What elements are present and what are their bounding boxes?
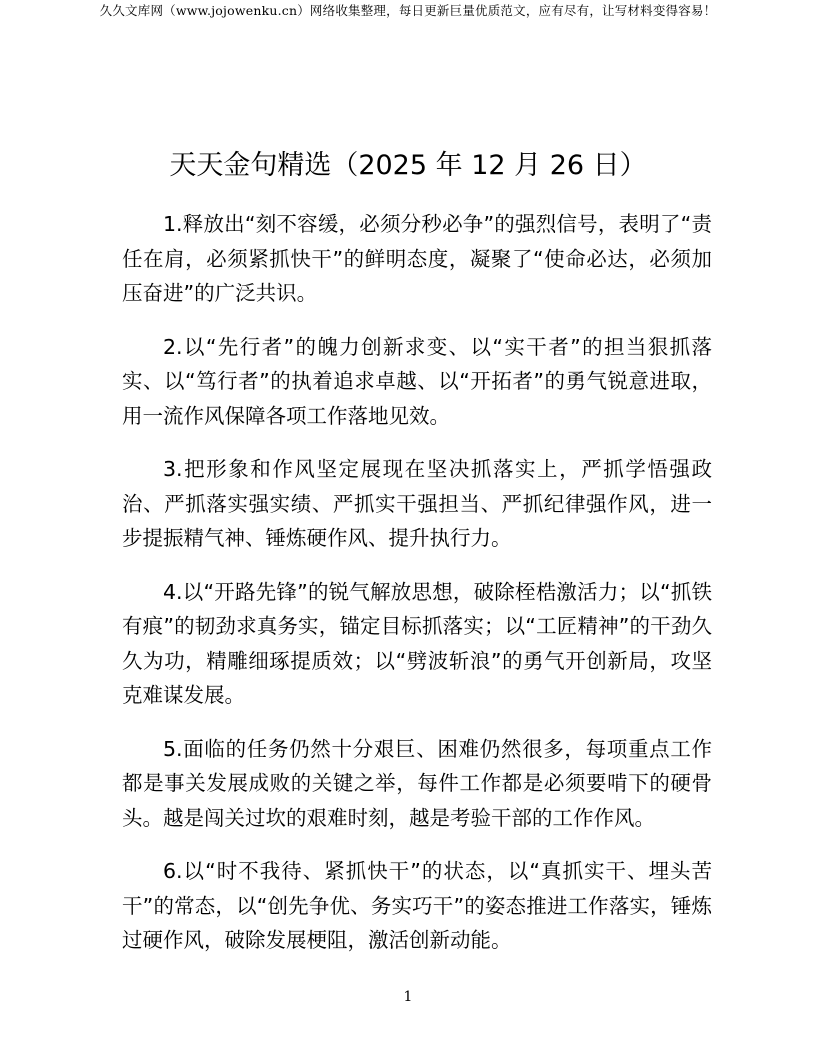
document-title: 天天金句精选（2025 年 12 月 26 日）	[169, 150, 647, 181]
paragraph-1: 1.释放出“刻不容缓，必须分秒必争”的强烈信号，表明了“责任在肩，必须紧抓快干”的鲜明态度，凝聚了“使命必达，必须加压奋进”的广泛共识。	[122, 212, 712, 305]
document-body	[122, 207, 712, 977]
page-number: 1	[403, 989, 413, 1005]
paragraph-6: 6.以“时不我待、紧抓快干”的状态，以“真抓实干、埋头苦干”的常态，以“创先争优、务实巧干”的姿态推进工作落实，锤炼过硬作风，破除发展梗阻，激活创新动能。	[122, 859, 712, 952]
paragraph-2: 2.以“先行者”的魄力创新求变、以“实干者”的担当狠抓落实、以“笃行者”的执着追求卓越、以“开拓者”的勇气锐意进取，用一流作风保障各项工作落地见效。	[122, 334, 712, 428]
header-banner: 久久文库网（www.jojowenku.cn）网络收集整理，每日更新巨量优质范文，应有尽有，让写材料变得容易！	[99, 3, 717, 18]
paragraph-5: 5.面临的任务仍然十分艰巨、困难仍然很多，每项重点工作都是事关发展成败的关键之举，每件工作都是必须要啃下的硬骨头。越是闯关过坎的艰难时刻，越是考验干部的工作作风。	[122, 736, 712, 830]
paragraph-3: 3.把形象和作风坚定展现在坚决抓落实上，严抓学悟强政治、严抓落实强实绩、严抓实干强担当、严抓纪律强作风，进一步提振精气神、锤炼硬作风、提升执行力。	[122, 457, 712, 550]
paragraph-4: 4.以“开路先锋”的锐气解放思想，破除桎梏激活力；以“抓铁有痕”的韧劲求真务实，锚定目标抓落实；以“工匠精神”的干劲久久为功，精雕细琢提质效；以“劈波斩浪”的勇气开创新局，攻坚克难谋发展。	[122, 579, 712, 707]
